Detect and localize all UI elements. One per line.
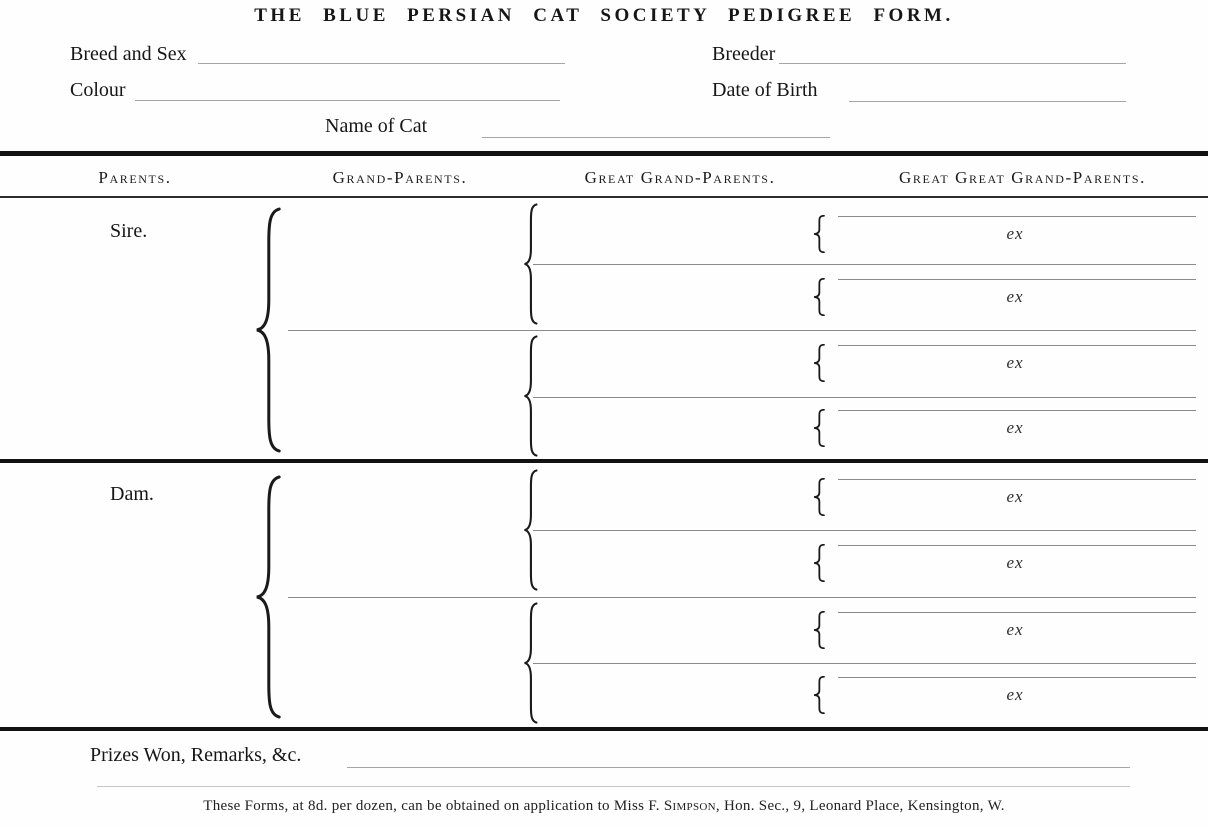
great-great-grandparents-brace [812, 676, 826, 714]
prizes-label: Prizes Won, Remarks, &c. [90, 744, 302, 766]
dam-grandparents-brace [252, 472, 284, 722]
great-great-grandparents-brace [812, 344, 826, 382]
grandparent-line [288, 597, 1196, 598]
form-title: THE BLUE PERSIAN CAT SOCIETY PEDIGREE FORM. [254, 5, 954, 26]
date-of-birth-line [849, 101, 1126, 102]
dam-label: Dam. [110, 483, 154, 505]
column-header-parents: Parents. [98, 168, 172, 187]
column-header-great-grand-parents: Great Grand-Parents. [584, 168, 776, 187]
great-grandparent-line [533, 663, 1196, 664]
great-great-grandsire-line [838, 410, 1196, 411]
great-great-grandsire-line [838, 279, 1196, 280]
colour-label: Colour [70, 79, 126, 101]
footer-note-text: These Forms, at 8d. per dozen, can be obtained on application to Miss F. [203, 798, 664, 814]
great-great-grandsire-line [838, 345, 1196, 346]
footer-note [0, 798, 1208, 815]
table-top-rule [0, 151, 1208, 156]
great-grandparent-line [533, 530, 1196, 531]
great-great-grandparents-brace [812, 278, 826, 316]
footer-note-name: Simpson [663, 798, 716, 814]
great-great-grandsire-line [838, 612, 1196, 613]
ex-label: ex [1006, 418, 1024, 437]
breeder-label: Breeder [712, 43, 776, 65]
ex-label: ex [1006, 487, 1024, 506]
ex-label: ex [1006, 224, 1024, 243]
footer-note-text: , Hon. Sec., 9, Leonard Place, Kensington, W. [715, 798, 1005, 814]
great-great-grandparents-brace [812, 611, 826, 649]
great-grandparents-brace [522, 334, 539, 458]
ex-label: ex [1006, 287, 1024, 306]
grandparent-line [288, 330, 1196, 331]
name-of-cat-label: Name of Cat [325, 115, 428, 137]
breed-and-sex-label: Breed and Sex [70, 43, 187, 65]
remarks-line [97, 786, 1130, 787]
sire-dam-divider [0, 459, 1208, 463]
sire-label: Sire. [110, 220, 148, 242]
breeder-line [779, 63, 1126, 64]
sire-grandparents-brace [252, 204, 284, 456]
great-great-grandsire-line [838, 479, 1196, 480]
column-header-underline [0, 196, 1208, 198]
great-great-grandparents-brace [812, 544, 826, 582]
great-great-grandparents-brace [812, 409, 826, 447]
colour-line [135, 100, 560, 101]
column-header-great-great-grand-parents: Great Great Grand-Parents. [899, 168, 1146, 187]
great-great-grandsire-line [838, 216, 1196, 217]
date-of-birth-label: Date of Birth [712, 79, 818, 101]
ex-label: ex [1006, 353, 1024, 372]
ex-label: ex [1006, 553, 1024, 572]
breed-and-sex-line [198, 63, 565, 64]
table-bottom-rule [0, 727, 1208, 731]
great-great-grandparents-brace [812, 215, 826, 253]
great-great-grandparents-brace [812, 478, 826, 516]
name-of-cat-line [482, 137, 830, 138]
great-great-grandsire-line [838, 677, 1196, 678]
ex-label: ex [1006, 620, 1024, 639]
great-grandparent-line [533, 264, 1196, 265]
ex-label: ex [1006, 685, 1024, 704]
column-header-grand-parents: Grand-Parents. [332, 168, 468, 187]
prizes-line [347, 767, 1130, 768]
great-grandparent-line [533, 397, 1196, 398]
great-great-grandsire-line [838, 545, 1196, 546]
